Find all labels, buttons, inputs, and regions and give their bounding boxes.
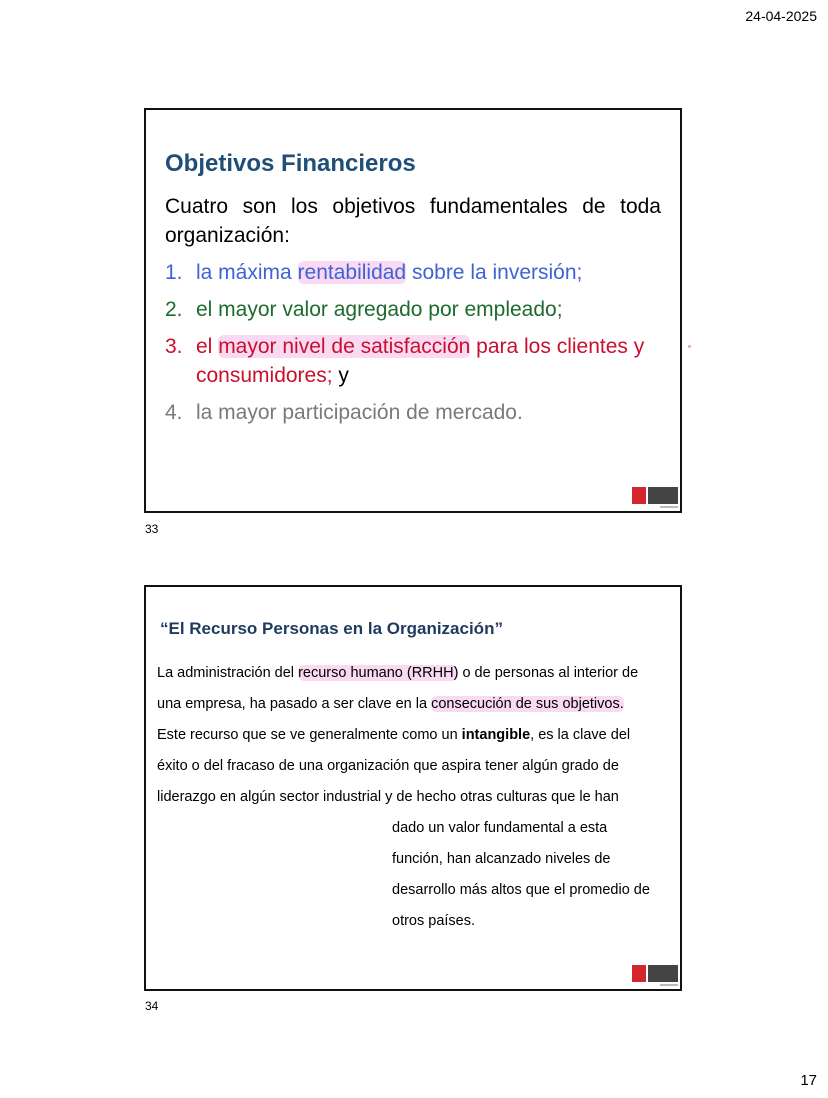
- slide-intro: Cuatro son los objetivos fundamentales de toda organización:: [165, 195, 661, 247]
- text: dado un valor fundamental a esta: [392, 820, 608, 836]
- shield-icon: [632, 965, 646, 982]
- list-item: [165, 398, 665, 427]
- item-text: el: [196, 335, 219, 358]
- list-item: [165, 332, 665, 390]
- text: liderazgo en algún sector industrial y de hecho otras culturas que le han: [157, 789, 619, 805]
- print-date: 24-04-2025: [745, 8, 817, 24]
- shield-icon: [632, 487, 646, 504]
- text: una empresa, ha pasado a ser clave en la: [157, 696, 432, 712]
- university-logo: [630, 963, 680, 987]
- list-item: [165, 258, 665, 287]
- objectives-list: [165, 258, 665, 435]
- text-line: [157, 720, 682, 751]
- text: , es la clave del: [530, 727, 631, 743]
- item-number: 1.: [165, 261, 183, 284]
- item-text: y: [332, 364, 349, 387]
- slide-number: 34: [145, 999, 159, 1013]
- slide-title: “El Recurso Personas en la Organización”: [160, 619, 503, 638]
- university-logo: [630, 485, 680, 509]
- highlighted-text: recurso humano (RRHH): [298, 665, 459, 681]
- text-line: [157, 658, 682, 689]
- text: otros países.: [392, 913, 476, 929]
- slide-title: Objetivos Financieros: [165, 150, 416, 177]
- slide-34: [144, 585, 682, 991]
- text-line: [157, 782, 682, 813]
- text: éxito o del fracaso de una organización que aspira tener algún grado de: [157, 758, 619, 774]
- item-text: para los clientes y consumidores;: [196, 335, 645, 387]
- annotation-mark: [688, 345, 691, 348]
- slide-body: [157, 658, 682, 937]
- item-number: 4.: [165, 401, 183, 424]
- text-line: [157, 751, 682, 782]
- text: La administración del: [157, 665, 299, 681]
- page-number: 17: [800, 1072, 817, 1089]
- highlighted-text: consecución de sus objetivos.: [431, 696, 624, 712]
- highlighted-text: rentabilidad: [297, 261, 407, 284]
- text-line: [157, 906, 682, 937]
- text-line: [157, 689, 682, 720]
- text-line: [157, 813, 682, 844]
- item-number: 3.: [165, 335, 183, 358]
- slide-number: 33: [145, 522, 159, 536]
- slide-33: [144, 108, 682, 513]
- item-text: la máxima: [196, 261, 298, 284]
- text-line: [157, 844, 682, 875]
- list-item: [165, 295, 665, 324]
- item-number: 2.: [165, 298, 183, 321]
- bold-text: intangible: [461, 727, 531, 743]
- item-text: sobre la inversión;: [406, 261, 583, 284]
- item-text: la mayor participación de mercado.: [196, 401, 523, 424]
- text: Este recurso que se ve generalmente como un: [157, 727, 462, 743]
- item-text: el mayor valor agregado por empleado;: [196, 298, 563, 321]
- text: o de personas al interior de: [458, 665, 639, 681]
- text: desarrollo más altos que el promedio de: [392, 882, 650, 898]
- text-line: [157, 875, 682, 906]
- text: función, han alcanzado niveles de: [392, 851, 611, 867]
- highlighted-text: mayor nivel de satisfacción: [218, 335, 471, 358]
